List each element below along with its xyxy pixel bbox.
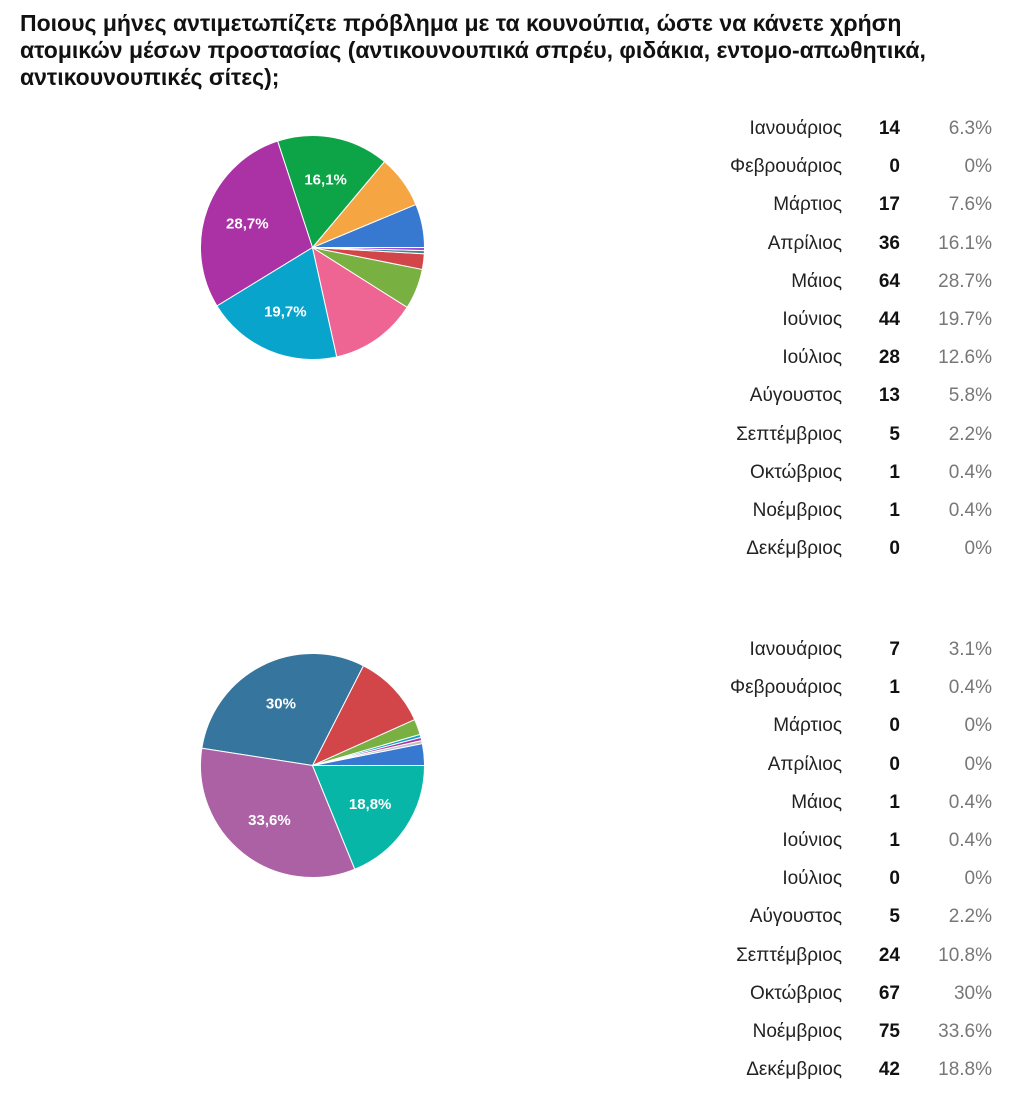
legend-percent: 0% (964, 715, 992, 737)
legend-percent: 0.4% (948, 499, 992, 521)
legend-month-label: Νοέμβριος (752, 499, 842, 521)
legend-percent: 28.7% (938, 270, 992, 292)
legend-month-label: Μάρτιος (773, 715, 842, 737)
legend-percent: 7.6% (948, 194, 992, 216)
legend-percent: 3.1% (948, 639, 992, 660)
legend-percent: 0% (964, 538, 992, 560)
legend-count: 5 (889, 423, 900, 445)
legend-month-label: Σεπτέμβριος (736, 423, 842, 445)
legend-month-label: Αύγουστος (749, 385, 842, 407)
legend-count: 42 (878, 1059, 900, 1081)
legend-month-label: Απρίλιος (767, 232, 842, 254)
legend-count: 24 (878, 944, 900, 966)
legend-count: 1 (889, 499, 900, 521)
legend-row (660, 537, 1000, 575)
legend-count: 0 (889, 538, 900, 560)
legend-month-label: Ιούνιος (782, 829, 842, 851)
legend-row (660, 499, 1000, 537)
legend-percent: 16.1% (938, 232, 992, 254)
legend-month-label: Αύγουστος (749, 906, 842, 928)
legend-count: 7 (889, 639, 900, 660)
legend-count: 67 (878, 982, 900, 1004)
legend-count: 14 (878, 118, 900, 139)
legend-percent: 10.8% (938, 944, 992, 966)
legend-percent: 0.4% (948, 791, 992, 813)
legend-count: 1 (889, 677, 900, 699)
legend-count: 28 (878, 347, 900, 369)
legend-percent: 5.8% (948, 385, 992, 407)
legend-month-label: Απρίλιος (767, 753, 842, 775)
legend-row (660, 232, 1000, 270)
slice-label-5: 28,7% (226, 215, 269, 233)
legend-percent: 0.4% (948, 461, 992, 483)
pie-chart-1 (190, 125, 435, 370)
legend-percent: 0% (964, 156, 992, 178)
legend-percent: 33.6% (938, 1020, 992, 1042)
legend-month-label: Νοέμβριος (752, 1020, 842, 1042)
legend-count: 1 (889, 461, 900, 483)
legend-row (660, 905, 1000, 943)
slice-label-11: 33,6% (248, 811, 291, 829)
legend-percent: 2.2% (948, 906, 992, 928)
legend-count: 0 (889, 868, 900, 890)
slice-label-10: 30% (265, 695, 296, 713)
legend-month-label: Ιούλιος (782, 868, 842, 890)
legend-count: 17 (878, 194, 900, 216)
legend-month-label: Μάιος (791, 270, 842, 292)
legend-row (660, 791, 1000, 829)
legend-count: 75 (878, 1020, 900, 1042)
legend-month-label: Ιανουάριος (749, 118, 842, 139)
legend-percent: 18.8% (938, 1059, 992, 1081)
legend-count: 13 (878, 385, 900, 407)
legend-row (660, 867, 1000, 905)
legend-row (660, 270, 1000, 308)
legend-percent: 19.7% (938, 308, 992, 330)
legend-row (660, 714, 1000, 752)
legend-month-label: Οκτώβριος (749, 461, 842, 483)
legend-count: 44 (878, 308, 900, 330)
legend-count: 5 (889, 906, 900, 928)
legend-percent: 0% (964, 868, 992, 890)
legend-month-label: Ιανουάριος (749, 639, 842, 660)
legend-count: 64 (878, 270, 900, 292)
legend-month-label: Οκτώβριος (749, 982, 842, 1004)
legend-table-2 (660, 638, 1000, 1096)
legend-month-label: Δεκέμβριος (746, 538, 842, 560)
legend-month-label: Φεβρουάριος (729, 156, 842, 178)
legend-month-label: Ιούλιος (782, 347, 842, 369)
legend-month-label: Ιούνιος (782, 308, 842, 330)
legend-percent: 6.3% (948, 118, 992, 139)
slice-label-12: 18,8% (348, 796, 392, 814)
slice-label-4: 16,1% (304, 171, 347, 189)
legend-row (660, 829, 1000, 867)
legend-month-label: Δεκέμβριος (746, 1059, 842, 1081)
legend-row (660, 423, 1000, 461)
legend-row (660, 944, 1000, 982)
legend-month-label: Φεβρουάριος (729, 677, 842, 699)
legend-row (660, 193, 1000, 231)
legend-percent: 0.4% (948, 677, 992, 699)
legend-percent: 0.4% (948, 829, 992, 851)
legend-percent: 12.6% (938, 347, 992, 369)
legend-count: 0 (889, 753, 900, 775)
legend-month-label: Μάιος (791, 791, 842, 813)
legend-row (660, 117, 1000, 155)
legend-row (660, 384, 1000, 422)
question-title: Ποιους μήνες αντιμετωπίζετε πρόβλημα με τα κουνούπια, ώστε να κάνετε χρήση ατομικών μέσων προστασίας (αντικουνουπικά σπρέυ, φιδάκια, εντομο-απωθητικά, αντικουνουπικές σίτες); (20, 10, 926, 90)
legend-row (660, 676, 1000, 714)
legend-count: 1 (889, 829, 900, 851)
legend-row (660, 638, 1000, 676)
legend-count: 0 (889, 156, 900, 178)
legend-month-label: Μάρτιος (773, 194, 842, 216)
legend-row (660, 982, 1000, 1020)
slice-label-6: 19,7% (264, 303, 307, 321)
legend-row (660, 753, 1000, 791)
legend-row (660, 155, 1000, 193)
legend-row (660, 1020, 1000, 1058)
legend-row (660, 461, 1000, 499)
legend-percent: 30% (953, 982, 992, 1004)
legend-row (660, 308, 1000, 346)
legend-percent: 2.2% (948, 423, 992, 445)
legend-count: 0 (889, 715, 900, 737)
pie-chart-2 (190, 643, 435, 888)
legend-month-label: Σεπτέμβριος (736, 944, 842, 966)
legend-percent: 0% (964, 753, 992, 775)
legend-table-1 (660, 117, 1000, 575)
legend-row (660, 346, 1000, 384)
legend-row (660, 1058, 1000, 1096)
legend-count: 36 (878, 232, 900, 254)
legend-count: 1 (889, 791, 900, 813)
